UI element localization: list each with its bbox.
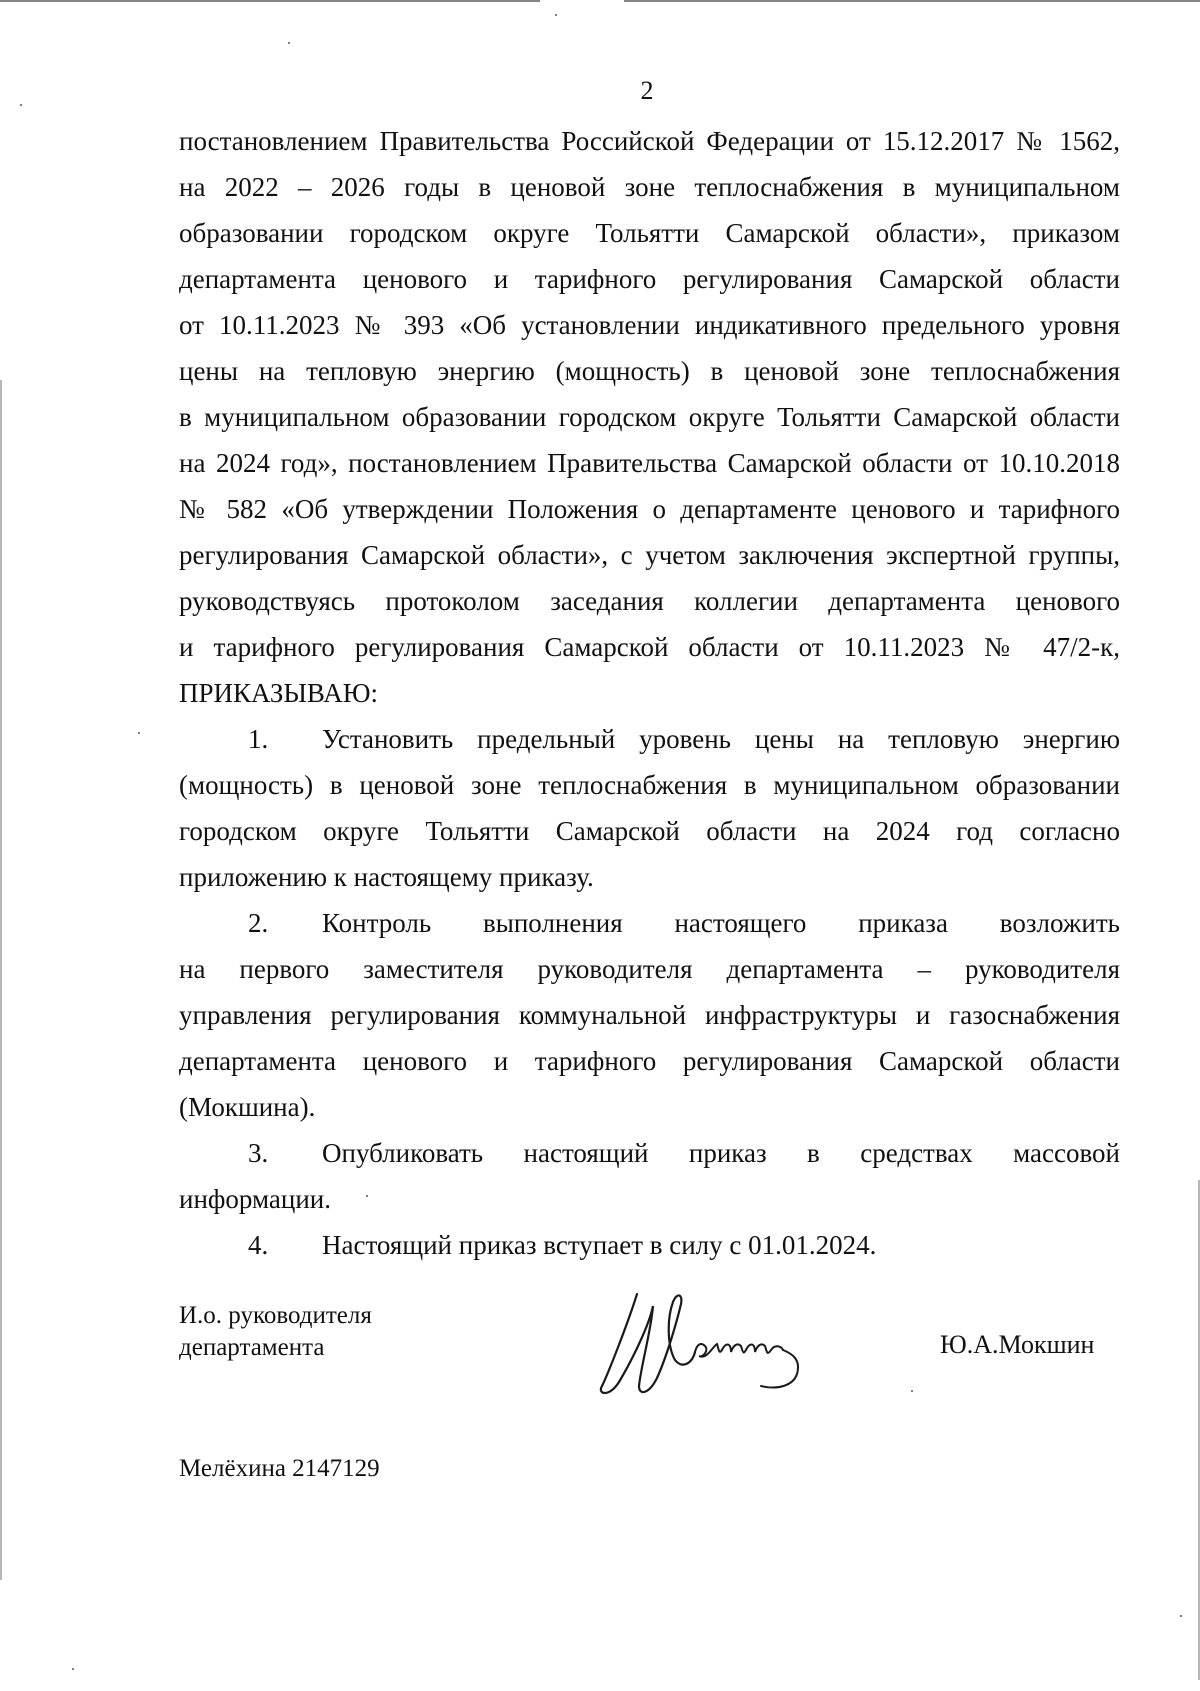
scan-speck — [288, 42, 290, 44]
paragraph-line: на 2024 год», постановлением Правительства Самарской области от 10.10.2018 — [179, 448, 1120, 478]
item-continuation-line: департамента ценового и тарифного регулирования Самарской области — [179, 1046, 1120, 1076]
paragraph-line: № 582 «Об утверждении Положения о департаменте ценового и тарифного — [179, 494, 1120, 524]
paragraph-line: руководствуясь протоколом заседания коллегии департамента ценового — [179, 586, 1120, 616]
item-number: 4. — [248, 1230, 269, 1260]
position-line: департамента — [179, 1334, 325, 1361]
scan-speck — [138, 732, 140, 734]
scan-edge-top — [0, 0, 1200, 2]
item-first-line: Контроль выполнения настоящего приказа возложить — [322, 908, 1120, 938]
paragraph-line: образовании городском округе Тольятти Самарской области», приказом — [179, 218, 1120, 248]
signatory-name: Ю.А.Мокшин — [940, 1330, 1095, 1359]
position-line: И.о. руководителя — [179, 1302, 372, 1329]
order-item-2 — [179, 900, 1120, 946]
scan-speck — [911, 1390, 913, 1392]
item-continuation-line: (Мокшина). — [179, 1092, 316, 1122]
paragraph-line: постановлением Правительства Российской Федерации от 15.12.2017 № 1562, — [179, 126, 1120, 156]
paragraph-line: регулирования Самарской области», с учетом заключения экспертной группы, — [179, 540, 1120, 570]
scan-edge-left — [0, 380, 2, 1580]
order-item-4 — [179, 1222, 1120, 1268]
scan-speck — [555, 14, 557, 16]
order-item-1 — [179, 716, 1120, 762]
item-continuation-line: приложению к настоящему приказу. — [179, 862, 594, 892]
order-item-3 — [179, 1130, 1120, 1176]
item-number: 1. — [248, 724, 269, 754]
paragraph-line: от 10.11.2023 № 393 «Об установлении индикативного предельного уровня — [179, 310, 1120, 340]
scan-speck — [72, 1668, 74, 1670]
handwritten-signature — [597, 1286, 827, 1401]
paragraph-line: на 2022 – 2026 годы в ценовой зоне теплоснабжения в муниципальном — [179, 172, 1120, 202]
item-number: 2. — [248, 908, 269, 938]
item-continuation-line: городском округе Тольятти Самарской области на 2024 год согласно — [179, 816, 1120, 846]
paragraph-line: в муниципальном образовании городском округе Тольятти Самарской области — [179, 402, 1120, 432]
executor-contact: Мелёхина 2147129 — [179, 1455, 380, 1482]
order-keyword: ПРИКАЗЫВАЮ: — [179, 678, 378, 708]
item-continuation-line: (мощность) в ценовой зоне теплоснабжения в муниципальном образовании — [179, 770, 1120, 800]
item-continuation-line: информации. — [179, 1184, 331, 1214]
scan-speck — [20, 104, 22, 106]
item-number: 3. — [248, 1138, 269, 1168]
scan-speck — [1180, 1615, 1182, 1617]
item-continuation-line: на первого заместителя руководителя департамента – руководителя — [179, 954, 1120, 984]
page-number: 2 — [640, 76, 654, 105]
item-first-line: Настоящий приказ вступает в силу с 01.01.2024. — [322, 1230, 877, 1260]
scan-speck — [366, 1195, 368, 1197]
paragraph-line: цены на тепловую энергию (мощность) в ценовой зоне теплоснабжения — [179, 356, 1120, 386]
item-continuation-line: управления регулирования коммунальной инфраструктуры и газоснабжения — [179, 1000, 1120, 1030]
signatory-position — [179, 1300, 372, 1364]
item-first-line: Опубликовать настоящий приказ в средствах массовой — [322, 1138, 1120, 1168]
paragraph-line: и тарифного регулирования Самарской области от 10.11.2023 № 47/2-к, — [179, 632, 1120, 662]
item-first-line: Установить предельный уровень цены на тепловую энергию — [322, 724, 1120, 754]
body-text — [179, 118, 1120, 1268]
paragraph-line: департамента ценового и тарифного регулирования Самарской области — [179, 264, 1120, 294]
